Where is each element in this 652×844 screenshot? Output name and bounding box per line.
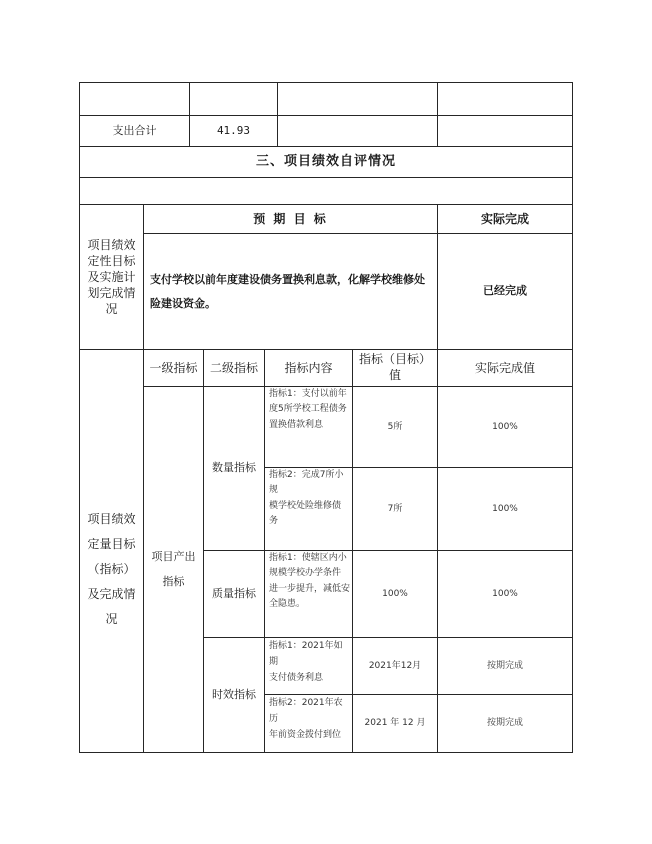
indicator-content-line: 规模学校办学条件 (269, 568, 342, 579)
indicator-content-line: 模学校处险维修债 (269, 500, 342, 511)
level2-quality: 质量指标 (212, 586, 256, 600)
indicator-content (269, 468, 351, 550)
actual-completion-header: 实际完成 (480, 211, 529, 226)
indicator-actual: 按期完成 (486, 718, 523, 729)
indicator-target: 5所 (387, 421, 403, 432)
rule (79, 752, 573, 753)
actual-completion-text: 已经完成 (483, 284, 527, 298)
quantitative-label-line: （指标） (87, 561, 136, 576)
qualitative-label-line: 定性目标 (87, 253, 136, 268)
expense-total-label: 支出合计 (112, 123, 157, 137)
indicator-content-line: 全隐患。 (269, 598, 306, 609)
rule (264, 349, 265, 752)
qualitative-label-line: 划完成情 (87, 286, 136, 301)
indicator-content-line: 进一步提升，减低安 (269, 583, 351, 594)
rule (277, 82, 278, 146)
indicator-content-line: 指标2：完成7所小规 (269, 470, 344, 496)
rule (79, 82, 573, 83)
expected-goal-header: 预 期 目 标 (253, 211, 328, 226)
header-target (353, 350, 437, 386)
qualitative-label-line: 项目绩效 (87, 237, 136, 252)
qualitative-label-line: 及实施计 (87, 269, 136, 284)
qualitative-label-line: 况 (105, 302, 118, 317)
rule (572, 82, 573, 753)
indicator-content-line: 支付债务利息 (269, 673, 324, 684)
level1-line: 指标 (162, 574, 185, 588)
indicator-actual: 100% (492, 421, 518, 432)
quantitative-label-line: 定量目标 (87, 536, 136, 551)
level2-quantity: 数量指标 (212, 461, 256, 475)
expected-goal-text: 支付学校以前年度建设债务置换利息款，化解学校维修处险建设资金。 (150, 273, 425, 310)
indicator-content-line: 年前资金拨付到位 (269, 730, 342, 741)
level2-timeliness: 时效指标 (212, 687, 256, 701)
quantitative-label-line: 况 (105, 612, 118, 627)
quantitative-label-line: 项目绩效 (87, 511, 136, 526)
header-level1: 一级指标 (149, 360, 198, 375)
indicator-target: 100% (382, 588, 408, 599)
indicator-content (269, 551, 351, 637)
header-actual: 实际完成值 (474, 360, 535, 375)
level1-line: 项目产出 (151, 550, 196, 564)
indicator-content (269, 695, 351, 752)
rule (437, 82, 438, 146)
expense-total-value: 41.93 (216, 123, 251, 137)
indicator-content-line: 指标1：2021年如期 (269, 641, 343, 668)
indicator-actual: 100% (492, 588, 518, 599)
header-level2: 二级指标 (209, 360, 258, 375)
indicator-target: 7所 (387, 503, 403, 514)
level1-indicator (144, 387, 203, 752)
header-content: 指标内容 (284, 360, 333, 375)
indicator-actual: 100% (492, 503, 518, 514)
indicator-content-line: 务 (269, 515, 279, 526)
header-target-line1: 指标（目标） (358, 352, 431, 367)
rule (79, 177, 573, 178)
section-title: 三、项目绩效自评情况 (255, 154, 396, 170)
indicator-actual: 按期完成 (486, 660, 523, 671)
indicator-content-line: 指标1：使辖区内小 (269, 553, 347, 563)
indicator-content-line: 置换借款利息 (269, 419, 324, 430)
indicator-content-line: 指标1：支付以前年 (269, 389, 347, 399)
indicator-target: 2021年12月 (368, 660, 422, 671)
qualitative-row-label (80, 205, 143, 349)
indicator-content (269, 638, 351, 694)
indicator-content (269, 387, 351, 467)
header-target-line2: 值 (388, 368, 401, 382)
indicator-content-line: 指标2：2021年农历 (269, 698, 343, 725)
quantitative-label-line: 及完成情 (87, 587, 136, 602)
quantitative-row-label (80, 387, 143, 752)
indicator-target: 2021 年 12 月 (364, 718, 426, 729)
indicator-content-line: 度5所学校工程债务 (269, 404, 347, 415)
